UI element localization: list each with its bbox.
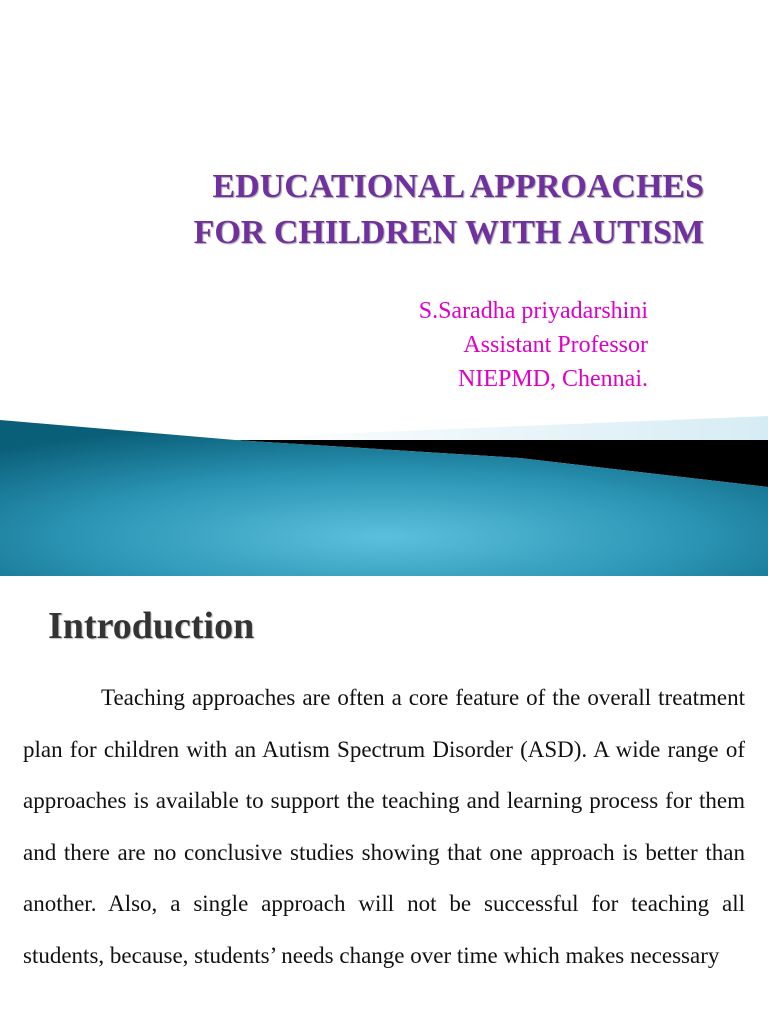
author-organization: NIEPMD, Chennai. [458,366,648,392]
author-name: S.Saradha priyadarshini [418,298,648,324]
slide-title-line-1: EDUCATIONAL APPROACHES [212,168,704,205]
slide-title-line-2: FOR CHILDREN WITH AUTISM [193,214,704,251]
author-role: Assistant Professor [463,332,648,358]
section-heading: Introduction [48,605,255,647]
band-pale-stripe [230,416,768,440]
document-page [0,576,768,1024]
intro-paragraph: Teaching approaches are often a core feature of the overall treatment plan for children with an Autism Spectrum Disorder (ASD). A wide range of approaches is available to support the teaching and learning process for them and there are no conclusive studies showing that one approach is better than another. Also, a single approach will not be successful for teaching all students, because, students’ needs change over time which makes necessary [23,685,745,968]
